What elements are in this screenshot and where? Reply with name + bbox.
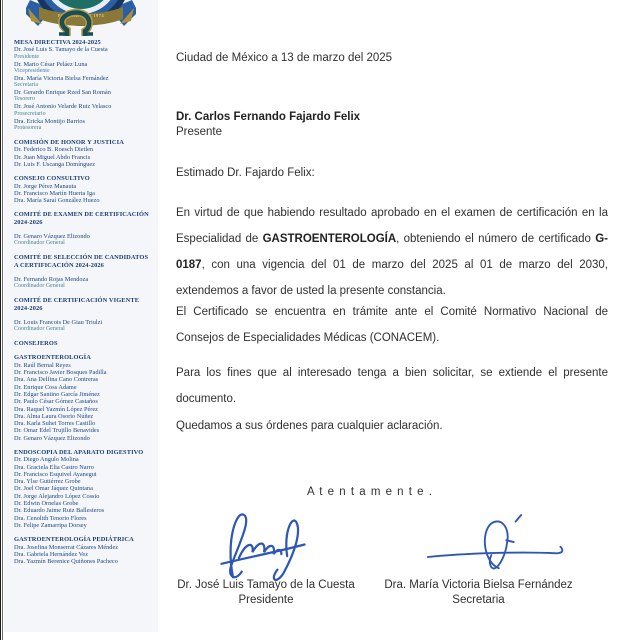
member-role: Coordinador General [14, 326, 65, 333]
signer-left-title: Presidente [238, 594, 294, 606]
left-border-line-inner [2, 0, 3, 640]
sidebar-section [14, 139, 152, 168]
member-name: Dr. Paulo César Gómez Castaños [14, 398, 98, 406]
member-name: Dra. Alma Laura Osorio Núñez [14, 412, 94, 420]
date-line: Ciudad de México a 13 de marzo del 2025 [176, 52, 393, 64]
member-name: Dra. Josefina Monserrat Cázares Méndez [14, 543, 119, 551]
certificate-number: G-0187 [176, 233, 608, 271]
member-name: Dr. Genaro Vázquez Elizondo [14, 434, 90, 442]
member-name: Dra. Graciela Elia Castro Narro [14, 463, 94, 471]
member-name: Dra. María Saraí González Huezo [14, 197, 100, 205]
signer-right-name: Dra. María Victoria Bielsa Fernández [384, 579, 573, 591]
member-name: Dr. Gerardo Enrique Rzed San Román [14, 89, 111, 97]
member-name: Dr. Louis Francois De Giau Triulzi [14, 318, 103, 326]
sidebar-section-title: CONSEJEROS [14, 340, 58, 348]
paragraph-purpose: Para los fines que al interesado tenga a bien solicitar, se extiende el presente documento. [176, 367, 608, 405]
member-name: Dr. Fernando Rojas Mendoza [14, 275, 89, 283]
sidebar-section-title: MESA DIRECTIVA 2024-2025 [14, 39, 101, 46]
member-name: Dr. Luis F. Uscanga Domínguez [14, 160, 95, 168]
specialty-name: GASTROENTEROLOGÍA [262, 233, 397, 245]
letter-body [176, 0, 608, 640]
sidebar-section-title: GASTROENTEROLOGÍA [14, 354, 91, 362]
sidebar-section-title: COMITÉ DE CERTIFICACIÓN VIGENTE 2024-2026 [14, 297, 140, 312]
p1-text-1: En virtud de que habiendo resultado aprobado en el examen de certificación en la Especialidad de [176, 207, 608, 245]
closing-atentamente: A t e n t a m e n t e . [307, 486, 433, 498]
signature-president-icon [214, 502, 314, 587]
crest-banner-text: FUNDADO EN 1974 [57, 13, 105, 18]
directory-sidebar [4, 0, 158, 632]
sidebar-section-title: GASTROENTEROLOGÍA PEDIÁTRICA [14, 536, 134, 544]
sidebar-section [14, 254, 152, 290]
sidebar-sections [4, 36, 158, 565]
member-name: Dr. Jorge Alejandro López Cossio [14, 492, 100, 500]
paragraph-closing-remark: Quedamos a sus órdenes para cualquier aclaración. [176, 420, 443, 432]
sidebar-section-title: CONSEJO CONSULTIVO [14, 175, 90, 183]
p1-text-2: , obteniendo el número de certificado [396, 233, 596, 245]
sidebar-section-title: COMISIÓN DE HONOR Y JUSTICIA [14, 139, 124, 147]
sidebar-section-title: ENDOSCOPIA DEL APARATO DIGESTIVO [14, 448, 144, 456]
member-name: Dr. Raúl Bernal Reyes [14, 361, 71, 369]
salutation: Estimado Dr. Fajardo Felix: [176, 167, 315, 179]
recipient-name: Dr. Carlos Fernando Fajardo Felix [176, 111, 361, 123]
member-name: Dr. Jorge Pérez Manauta [14, 182, 77, 190]
paragraph-certification [176, 200, 608, 304]
member-name: Dr. Federico B. Roesch Dietlen [14, 146, 94, 154]
recipient-presente: Presente [176, 126, 223, 138]
member-name: Dr. José Antonio Velarde Ruiz Velasco [14, 103, 112, 111]
member-name: Dra. Ylse Gutiérrez Grobe [14, 478, 81, 486]
p1-text-3: , con una vigencia del 01 de marzo del 2025 al 01 de marzo del 2030, extendemos a favor de usted la presente constancia. [176, 259, 608, 297]
member-role: Presidente [14, 53, 39, 60]
member-name: Dra. Ana Delfina Cano Contreras [14, 376, 99, 384]
member-name: Dra. María Victoria Bielsa Fernández [14, 74, 109, 82]
left-border-line [0, 0, 1, 640]
member-name: Dra. Cenolith Tenorio Flores [14, 514, 87, 522]
sidebar-section [14, 39, 152, 132]
sidebar-section [14, 175, 152, 204]
sidebar-section [14, 536, 152, 565]
member-name: Dr. Francisco Javier Bosques Padilla [14, 369, 107, 377]
sidebar-section-title: COMITÉ DE EXAMEN DE CERTIFICACIÓN 2024-2026 [14, 211, 149, 226]
signer-left-block [176, 578, 356, 608]
sidebar-section [14, 340, 152, 347]
member-name: Dr. Diego Angulo Molina [14, 456, 79, 464]
society-crest-logo [26, 0, 136, 36]
sidebar-section [14, 449, 152, 529]
member-name: Dr. Edgar Santino García Jiménez [14, 390, 100, 398]
member-name: Dr. Genaro Vázquez Elizondo [14, 233, 90, 241]
sidebar-section [14, 297, 152, 333]
member-role: Protesorera [14, 125, 42, 132]
member-name: Dr. Juan Miguel Abdo Francis [14, 153, 91, 161]
member-name: Dr. Eduardo Jaime Ruiz Ballesteros [14, 507, 105, 515]
sidebar-section [14, 354, 152, 442]
member-name: Dr. Edwin Ornelas Grobe [14, 500, 79, 508]
member-name: Dra. Ericka Montijo Barrios [14, 117, 85, 125]
member-name: Dr. Francisco Esquivel Ayanegui [14, 470, 97, 478]
recipient-block [176, 110, 608, 140]
signer-right-title: Secretaria [452, 594, 505, 606]
member-name: Dra. Yazmín Berenice Quiñones Pacheco [14, 558, 118, 566]
member-role: Vicepresidente [14, 67, 50, 74]
sidebar-section [14, 211, 152, 247]
member-name: Dr. Joel Omar Jáquez Quintana [14, 485, 93, 493]
member-role: Coordinador General [14, 240, 65, 247]
signer-left-name: Dr. José Luis Tamayo de la Cuesta [177, 579, 355, 591]
member-name: Dr. Francisco Martín Huerta Iga [14, 189, 95, 197]
member-name: Dra. Gabriela Hernández Vez [14, 550, 89, 558]
member-name: Dr. José Luis S. Tamayo de la Cuesta [14, 46, 108, 54]
member-name: Dr. Omar Edel Trujillo Benavides [14, 427, 100, 435]
member-name: Dr. Enrique Coss Adame [14, 383, 77, 391]
paragraph-conacem: El Certificado se encuentra en trámite ante el Comité Normativo Nacional de Consejos de Especialidades Médicas (CONACEM). [176, 306, 608, 344]
member-role: Coordinador General [14, 283, 65, 290]
crest-icon [26, 0, 136, 36]
signature-secretary-icon [426, 512, 566, 574]
member-name: Dr. Mario César Peláez Luna [14, 60, 88, 68]
member-name: Dra. Karla Suhei Torres Castillo [14, 420, 96, 428]
member-role: Secretaria [14, 82, 38, 89]
member-role: Tesorero [14, 96, 35, 103]
sidebar-section-title: COMITÉ DE SELECCIÓN DE CANDIDATOS A CERTIFICACIÓN 2024-2026 [14, 254, 149, 269]
signer-right-block [376, 578, 581, 608]
member-name: Dr. Felipe Zamarripa Dorsey [14, 521, 87, 529]
member-name: Dra. Raquel Yazmín López Pérez [14, 405, 98, 413]
member-role: Prosecretario [14, 110, 46, 117]
